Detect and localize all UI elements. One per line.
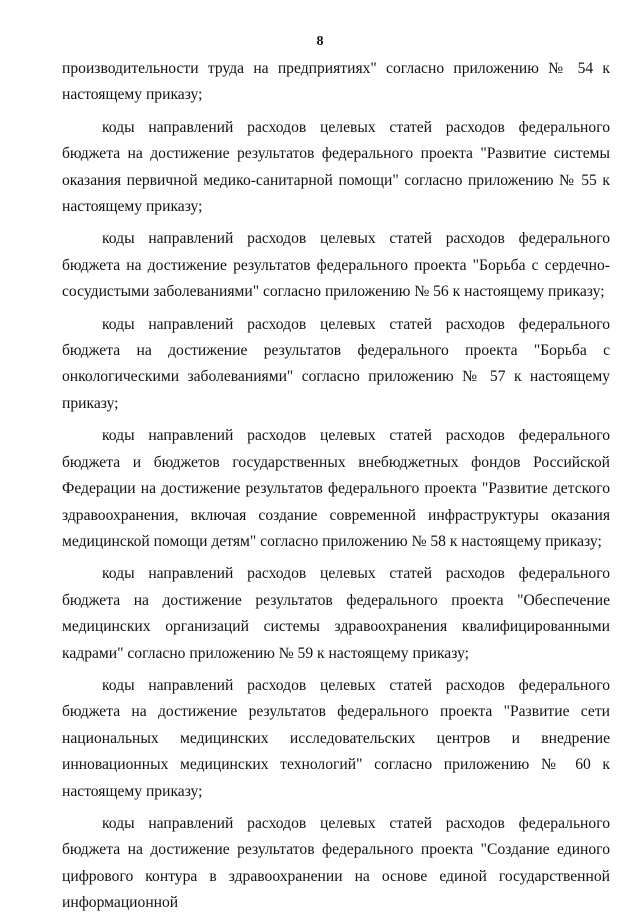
paragraph-4: коды направлений расходов целевых статей расходов федерального бюджета на достижение результатов федерального проекта "Борьба с онкологическими заболеваниями" согласно приложению № 57 к настоящему приказу; bbox=[62, 315, 610, 412]
paragraph-2: коды направлений расходов целевых статей расходов федерального бюджета на достижение результатов федерального проекта "Развитие системы оказания первичной медико-санитарной помощи" согласно приложению № 55 к настоящему приказу; bbox=[62, 118, 610, 216]
paragraph-3: коды направлений расходов целевых статей расходов федерального бюджета на достижение результатов федерального проекта "Борьба с сердечно-сосудистыми заболеваниями" согласно приложению № 56 к настоящему приказу; bbox=[62, 230, 610, 301]
paragraph-6: коды направлений расходов целевых статей расходов федерального бюджета на достижение результатов федерального проекта "Обеспечение медицинских организаций системы здравоохранения квалифицированными кадрами" согласно приложению № 59 к настоящему приказу; bbox=[62, 565, 610, 662]
paragraph-7: коды направлений расходов целевых статей расходов федерального бюджета на достижение результатов федерального проекта "Развитие сети национальных медицинских исследовательских центров и внедрение инновационных медицинских технологий" согласно приложению № 60 к настоящему приказу; bbox=[62, 676, 610, 800]
paragraph-8: коды направлений расходов целевых статей расходов федерального бюджета на достижение результатов федерального проекта "Создание единого цифрового контура в здравоохранении на основе единой государственной информационной bbox=[62, 814, 610, 912]
document-body bbox=[62, 56, 610, 917]
paragraph-5: коды направлений расходов целевых статей расходов федерального бюджета и бюджетов государственных внебюджетных фондов Российской Федерации на достижение результатов федерального проекта "Развитие детского здравоохранения, включая создание современной инфраструктуры оказания медицинской помощи детям" согласно приложению № 58 к настоящему приказу; bbox=[62, 427, 610, 550]
page-number: 8 bbox=[316, 34, 324, 49]
paragraph-1: производительности труда на предприятиях" согласно приложению № 54 к настоящему приказу; bbox=[62, 60, 610, 104]
